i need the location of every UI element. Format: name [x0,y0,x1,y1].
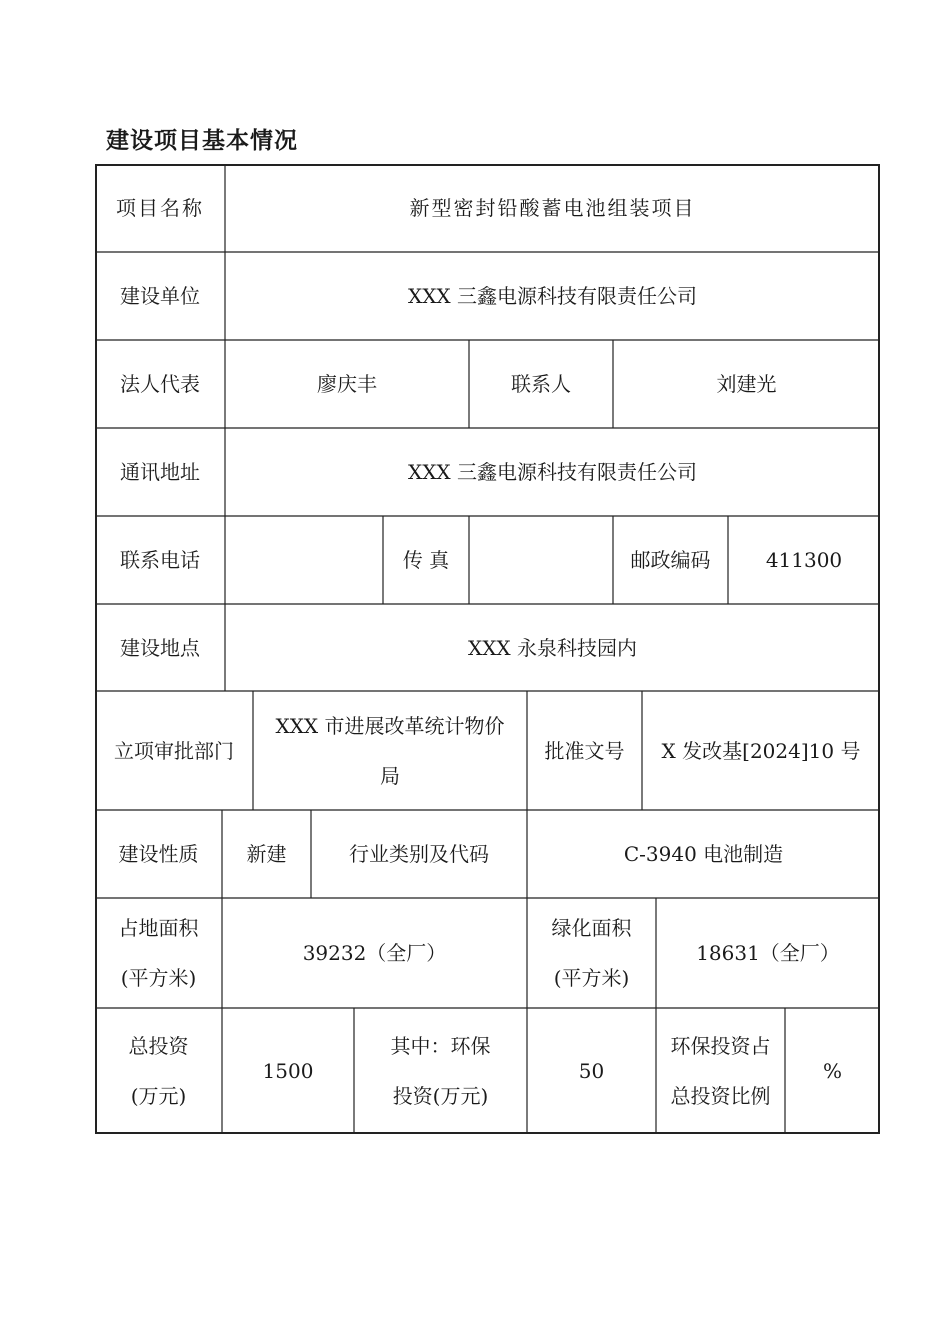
phone-label: 联系电话 [120,548,200,572]
fax-label: 传 真 [402,548,450,572]
industry-category-label: 行业类别及代码 [349,842,489,866]
construction-nature-value: 新建 [246,842,287,866]
env-investment-label-line2: 投资(万元) [392,1083,489,1108]
legal-representative-value: 廖庆丰 [317,372,377,396]
env-investment-ratio-label [656,1008,785,1133]
project-name-label: 项目名称 [116,196,204,220]
total-investment-label [95,1008,222,1133]
land-area-label-line2: (平方米) [120,966,197,990]
project-info-table [95,164,880,1134]
land-area-label-line1: 占地面积 [118,916,199,940]
project-name-value: 新型密封铅酸蓄电池组装项目 [409,196,696,220]
green-area-label-line1: 绿化面积 [551,916,632,940]
approval-number-value: X 发改基[2024]10 号 [661,738,861,763]
mailing-address-value: XXX 三鑫电源科技有限责任公司 [407,460,698,484]
approval-department-value [253,691,527,810]
green-area-label [527,898,656,1008]
industry-category-value: C-3940 电池制造 [623,842,784,866]
total-investment-value: 1500 [262,1058,314,1083]
green-area-value: 18631（全厂） [696,941,840,965]
postal-code-value: 411300 [765,548,843,572]
postal-code-label: 邮政编码 [630,548,711,572]
env-investment-value: 50 [578,1058,605,1083]
approval-department-label: 立项审批部门 [114,738,234,763]
construction-site-value: XXX 永泉科技园内 [467,635,638,660]
contact-person-value: 刘建光 [716,372,777,396]
land-area-value: 39232（全厂） [302,941,447,965]
mailing-address-label: 通讯地址 [120,460,200,484]
total-investment-label-line1: 总投资 [128,1033,189,1058]
green-area-label-line2: (平方米) [553,966,630,990]
construction-unit-value: XXX 三鑫电源科技有限责任公司 [407,284,698,308]
env-investment-ratio-value: % [822,1058,842,1083]
construction-site-label: 建设地点 [120,635,200,660]
approval-department-value-line1: XXX 市进展改革统计物价 [275,713,505,738]
legal-representative-label: 法人代表 [120,372,200,396]
phone-value [225,516,383,604]
land-area-label [95,898,222,1008]
env-investment-label-line1: 其中：环保 [390,1033,491,1058]
approval-department-value-line2: 局 [380,763,400,788]
section-title: 建设项目基本情况 [106,128,298,154]
construction-nature-label: 建设性质 [118,842,199,866]
env-investment-label [354,1008,527,1133]
env-investment-ratio-label-line1: 环保投资占 [670,1033,771,1058]
env-investment-ratio-label-line2: 总投资比例 [670,1083,771,1108]
contact-person-label: 联系人 [511,372,571,396]
total-investment-label-line2: (万元) [130,1083,187,1108]
fax-value [469,516,613,604]
approval-number-label: 批准文号 [544,738,625,763]
construction-unit-label: 建设单位 [120,284,200,308]
